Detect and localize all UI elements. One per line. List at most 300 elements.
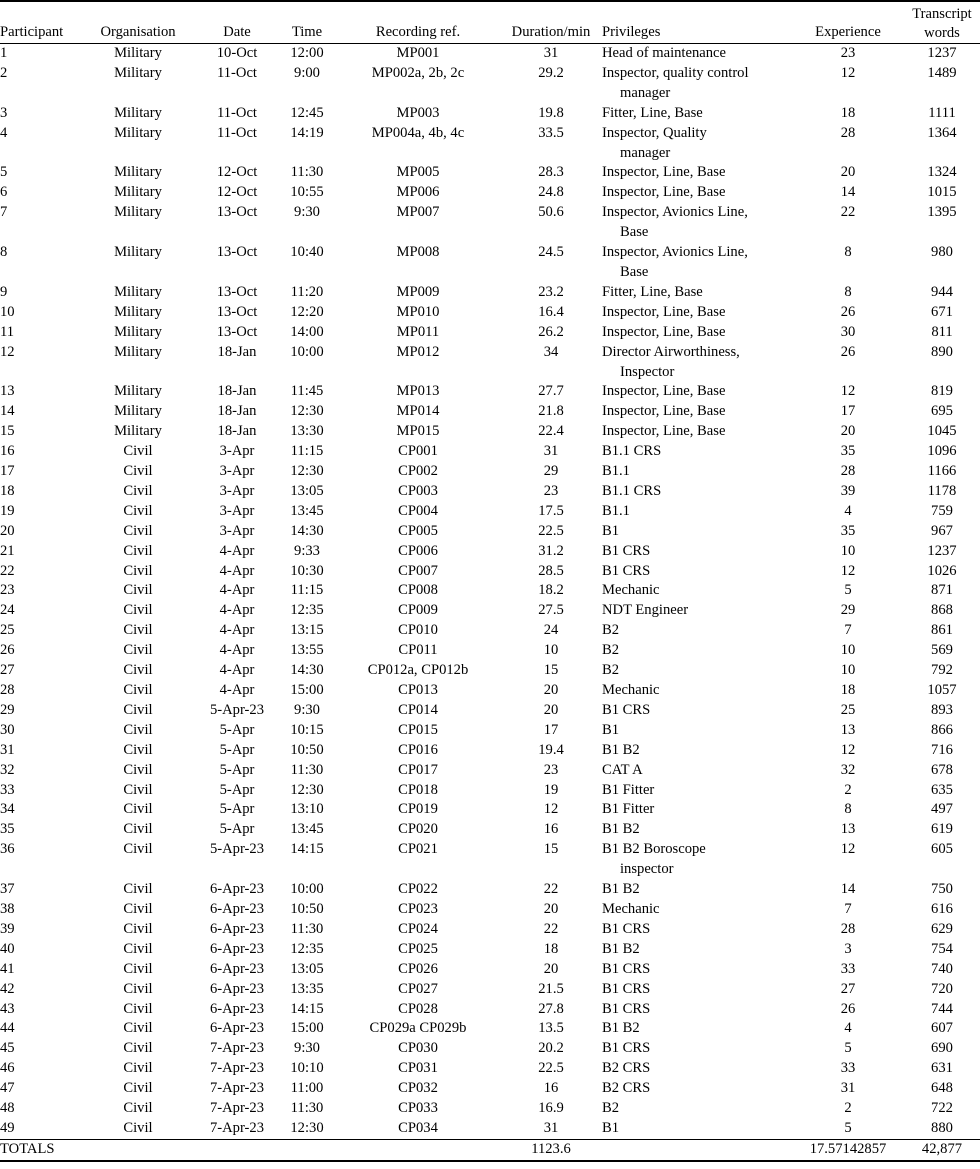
cell-organisation: Civil [123,1119,153,1136]
privileges-line: Mechanic [602,682,660,698]
cell-transcript-words: 619 [931,821,953,838]
cell-date: 6-Apr-23 [209,940,264,957]
cell-duration: 19.8 [538,104,564,121]
cell-privileges [602,104,792,124]
cell-participant: 39 [0,920,15,937]
header-transcript-words [904,1,980,44]
cell-experience: 35 [840,522,856,539]
cell-recording-ref: CP016 [398,741,438,758]
table-row [0,1019,980,1039]
cell-experience: 27 [840,980,856,997]
cell-privileges [602,343,792,383]
cell-experience: 13 [840,721,856,738]
cell-date: 18-Jan [217,403,257,420]
cell-date: 13-Oct [216,323,258,340]
privileges-line: B1 B2 [602,821,640,838]
cell-date: 6-Apr-23 [209,900,264,917]
table-row [0,681,980,701]
cell-date: 5-Apr [219,761,255,778]
cell-organisation: Civil [123,482,153,499]
cell-participant: 21 [0,542,15,559]
table-row [0,781,980,801]
cell-experience: 12 [840,64,856,81]
cell-privileges [602,1039,792,1059]
cell-privileges [602,741,792,761]
cell-time: 10:55 [290,184,324,201]
cell-participant: 26 [0,642,15,659]
cell-duration: 50.6 [538,204,564,221]
cell-transcript-words: 1395 [927,204,957,221]
cell-transcript-words: 744 [931,1000,953,1017]
privileges-line: B1.1 CRS [602,443,662,460]
cell-privileges [602,124,792,164]
cell-participant: 30 [0,721,15,738]
cell-participant: 15 [0,423,15,440]
table-footer [0,1139,980,1160]
cell-recording-ref: CP007 [398,562,438,579]
cell-date: 6-Apr-23 [209,1000,264,1017]
cell-experience: 31 [840,1080,856,1097]
cell-recording-ref: CP001 [398,443,438,460]
cell-transcript-words: 671 [931,303,953,320]
cell-experience: 33 [840,960,856,977]
cell-duration: 16 [543,1080,559,1097]
cell-date: 13-Oct [216,204,258,221]
privileges-line: Inspector, quality control [602,64,749,81]
cell-date: 6-Apr-23 [209,881,264,898]
cell-date: 7-Apr-23 [209,1100,264,1117]
cell-transcript-words: 690 [931,1040,953,1057]
cell-experience: 5 [844,582,852,599]
cell-time: 11:30 [290,1100,324,1117]
cell-participant: 38 [0,900,15,917]
cell-duration: 24.5 [538,244,564,261]
cell-time: 14:30 [290,662,324,679]
cell-organisation: Military [114,164,162,181]
header-words-line2: words [924,25,960,41]
header-recording: Recording ref. [375,24,461,41]
cell-duration: 31 [543,443,559,460]
privileges-line: B1 B2 [602,1020,640,1037]
cell-participant: 46 [0,1060,15,1077]
cell-date: 12-Oct [216,184,258,201]
cell-recording-ref: MP001 [396,45,440,61]
cell-organisation: Civil [123,701,153,718]
cell-time: 11:20 [290,283,324,300]
cell-privileges [602,402,792,422]
cell-privileges [602,820,792,840]
cell-duration: 20 [543,960,559,977]
table-row [0,940,980,960]
cell-experience: 14 [840,881,856,898]
cell-experience: 12 [840,383,856,400]
privileges-line: CAT A [602,761,643,778]
cell-transcript-words: 944 [931,283,953,300]
cell-transcript-words: 861 [931,622,953,639]
cell-recording-ref: MP005 [396,164,440,181]
cell-organisation: Civil [123,881,153,898]
table-row [0,601,980,621]
cell-participant: 41 [0,960,15,977]
cell-duration: 17 [543,721,559,738]
cell-transcript-words: 720 [931,980,953,997]
cell-date: 7-Apr-23 [209,1119,264,1136]
cell-recording-ref: MP009 [396,283,440,300]
cell-experience: 2 [844,781,852,798]
cell-transcript-words: 497 [931,801,953,818]
table-row [0,880,980,900]
cell-organisation: Civil [123,1020,153,1037]
cell-organisation: Civil [123,542,153,559]
cell-privileges [602,940,792,960]
cell-recording-ref: MP008 [396,244,440,261]
cell-recording-ref: CP031 [398,1060,438,1077]
cell-transcript-words: 716 [931,741,953,758]
cell-transcript-words: 868 [931,602,953,619]
cell-time: 12:30 [290,1119,324,1136]
cell-participant: 47 [0,1080,15,1097]
cell-organisation: Civil [123,1040,153,1057]
cell-time: 15:00 [290,682,324,698]
cell-duration: 22 [543,881,559,898]
privileges-line: B1 CRS [602,980,651,997]
cell-duration: 18.2 [538,582,564,599]
table-row [0,741,980,761]
cell-organisation: Military [114,184,162,201]
cell-recording-ref: CP008 [398,582,438,599]
cell-transcript-words: 1237 [927,45,957,61]
cell-participant: 19 [0,502,15,519]
cell-experience: 22 [840,204,856,221]
cell-organisation: Civil [123,900,153,917]
privileges-continuation: Base [620,263,649,280]
cell-duration: 20 [543,900,559,917]
cell-time: 11:30 [290,920,324,937]
cell-transcript-words: 1111 [928,104,956,121]
cell-transcript-words: 967 [931,522,953,539]
cell-organisation: Civil [123,761,153,778]
cell-duration: 15 [543,662,559,679]
cell-recording-ref: CP034 [398,1119,438,1136]
cell-transcript-words: 1026 [927,562,957,579]
cell-transcript-words: 980 [931,244,953,261]
cell-participant: 13 [0,383,15,400]
cell-organisation: Military [114,343,162,360]
cell-transcript-words: 754 [931,940,953,957]
cell-date: 7-Apr-23 [209,1060,264,1077]
cell-experience: 20 [840,164,856,181]
cell-date: 18-Jan [217,343,257,360]
cell-organisation: Civil [123,443,153,460]
cell-time: 10:30 [290,562,324,579]
cell-participant: 37 [0,881,15,898]
cell-duration: 16.9 [538,1100,564,1117]
cell-participant: 34 [0,801,15,818]
cell-privileges [602,502,792,522]
privileges-line: Inspector, Line, Base [602,164,726,181]
cell-experience: 28 [840,920,856,937]
cell-transcript-words: 648 [931,1080,953,1097]
privileges-line: B1 CRS [602,542,651,559]
privileges-line: B2 [602,1100,620,1117]
cell-duration: 22.5 [538,1060,564,1077]
privileges-line: Inspector, Avionics Line, [602,204,748,221]
cell-recording-ref: CP022 [398,881,438,898]
cell-participant: 23 [0,582,15,599]
privileges-line: B2 CRS [602,1080,651,1097]
cell-time: 9:30 [294,204,320,221]
cell-transcript-words: 740 [931,960,953,977]
cell-privileges [602,800,792,820]
cell-time: 12:30 [290,781,324,798]
table-row [0,900,980,920]
privileges-line: B1 B2 [602,940,640,957]
privileges-line: Inspector, Line, Base [602,403,726,420]
header-duration: Duration/min [511,24,591,41]
cell-transcript-words: 893 [931,701,953,718]
privileges-line: B2 CRS [602,1060,651,1077]
cell-organisation: Military [114,104,162,121]
cell-transcript-words: 1045 [927,423,957,440]
cell-time: 13:05 [290,960,324,977]
table-row [0,820,980,840]
cell-recording-ref: CP029a CP029b [369,1020,467,1037]
table-row [0,124,980,164]
cell-time: 10:50 [290,900,324,917]
privileges-line: Mechanic [602,582,660,599]
cell-recording-ref: MP003 [396,104,440,121]
cell-privileges [602,960,792,980]
cell-date: 18-Jan [217,423,257,440]
cell-transcript-words: 678 [931,761,953,778]
cell-recording-ref: MP004a, 4b, 4c [371,124,465,141]
cell-organisation: Civil [123,1100,153,1117]
cell-privileges [602,44,792,64]
cell-experience: 33 [840,1060,856,1077]
cell-date: 11-Oct [217,124,257,141]
cell-privileges [602,1059,792,1079]
cell-organisation: Civil [123,960,153,977]
cell-participant: 24 [0,602,15,619]
cell-time: 9:00 [294,64,320,81]
cell-organisation: Civil [123,721,153,738]
cell-recording-ref: MP015 [396,423,440,440]
cell-recording-ref: MP013 [396,383,440,400]
cell-duration: 21.5 [538,980,564,997]
cell-privileges [602,422,792,442]
table-row [0,1059,980,1079]
cell-experience: 28 [840,463,856,480]
cell-recording-ref: CP010 [398,622,438,639]
table-row [0,721,980,741]
cell-time: 10:15 [290,721,324,738]
cell-privileges [602,1000,792,1020]
privileges-line: B2 [602,642,620,659]
cell-participant: 6 [0,184,8,201]
cell-privileges [602,920,792,940]
cell-organisation: Civil [123,940,153,957]
table-row [0,382,980,402]
privileges-line: Director Airworthiness, [602,343,740,360]
cell-organisation: Civil [123,562,153,579]
cell-recording-ref: CP033 [398,1100,438,1117]
cell-participant: 22 [0,562,15,579]
cell-date: 5-Apr [219,781,255,798]
cell-participant: 18 [0,482,15,499]
cell-duration: 22.4 [538,423,564,440]
cell-transcript-words: 819 [931,383,953,400]
table-row [0,323,980,343]
cell-participant: 11 [0,323,15,340]
cell-organisation: Military [114,323,162,340]
cell-date: 5-Apr [219,821,255,838]
cell-time: 13:10 [290,801,324,818]
cell-time: 12:00 [290,45,324,61]
cell-privileges [602,542,792,562]
table-row [0,562,980,582]
cell-duration: 27.7 [538,383,564,400]
privileges-line: B2 [602,622,620,639]
table-row [0,581,980,601]
cell-recording-ref: CP006 [398,542,438,559]
privileges-line: B1 [602,721,620,738]
cell-privileges [602,761,792,781]
cell-recording-ref: CP019 [398,801,438,818]
cell-privileges [602,721,792,741]
privileges-continuation: Base [620,224,649,241]
cell-participant: 36 [0,841,15,858]
cell-participant: 42 [0,980,15,997]
privileges-line: Fitter, Line, Base [602,283,703,300]
table-row [0,442,980,462]
cell-participant: 17 [0,463,15,480]
header-privileges: Privileges [602,24,661,41]
table-row [0,1000,980,1020]
cell-date: 11-Oct [217,104,257,121]
cell-organisation: Civil [123,682,153,698]
cell-participant: 12 [0,343,15,360]
cell-organisation: Military [114,45,162,61]
cell-experience: 10 [840,662,856,679]
header-words-line1: Transcript [912,6,972,22]
table-row [0,303,980,323]
privileges-continuation: Inspector [620,363,675,380]
cell-time: 13:55 [290,642,324,659]
cell-transcript-words: 629 [931,920,953,937]
cell-recording-ref: CP017 [398,761,438,778]
cell-recording-ref: CP027 [398,980,438,997]
privileges-line: Fitter, Line, Base [602,104,703,121]
cell-privileges [602,522,792,542]
cell-date: 5-Apr [219,741,255,758]
cell-transcript-words: 695 [931,403,953,420]
cell-experience: 17 [840,403,856,420]
privileges-line: Inspector, Line, Base [602,184,726,201]
cell-duration: 23 [543,482,559,499]
privileges-line: B2 [602,662,620,679]
cell-experience: 39 [840,482,856,499]
cell-date: 3-Apr [219,482,255,499]
cell-participant: 29 [0,701,15,718]
cell-experience: 14 [840,184,856,201]
cell-organisation: Civil [123,642,153,659]
privileges-line: NDT Engineer [602,602,689,619]
cell-date: 6-Apr-23 [209,920,264,937]
cell-participant: 43 [0,1000,15,1017]
cell-date: 4-Apr [219,642,255,659]
cell-experience: 18 [840,682,856,698]
cell-participant: 32 [0,761,15,778]
cell-participant: 16 [0,443,15,460]
cell-privileges [602,303,792,323]
totals-words: 42,877 [921,1140,963,1157]
cell-time: 10:00 [290,343,324,360]
table-row [0,840,980,880]
table-row [0,920,980,940]
cell-participant: 44 [0,1020,15,1037]
table-row [0,701,980,721]
cell-participant: 49 [0,1119,15,1136]
cell-organisation: Civil [123,841,153,858]
cell-experience: 26 [840,1000,856,1017]
table-row [0,104,980,124]
cell-time: 12:45 [290,104,324,121]
cell-transcript-words: 890 [931,343,953,360]
cell-transcript-words: 871 [931,582,953,599]
cell-date: 6-Apr-23 [209,980,264,997]
cell-duration: 22.5 [538,522,564,539]
table-row [0,522,980,542]
cell-duration: 22 [543,920,559,937]
cell-duration: 29.2 [538,64,564,81]
cell-recording-ref: CP026 [398,960,438,977]
cell-privileges [602,462,792,482]
cell-recording-ref: CP023 [398,900,438,917]
cell-recording-ref: MP011 [396,323,440,340]
privileges-line: B1 Fitter [602,781,655,798]
privileges-line: Inspector, Line, Base [602,423,726,440]
cell-privileges [602,183,792,203]
cell-date: 7-Apr-23 [209,1040,264,1057]
cell-transcript-words: 811 [931,323,953,340]
cell-experience: 4 [844,1020,852,1037]
cell-duration: 24 [543,622,559,639]
privileges-line: B1 Fitter [602,801,655,818]
table-row [0,1039,980,1059]
cell-duration: 15 [543,841,559,858]
table-row [0,203,980,243]
cell-recording-ref: CP009 [398,602,438,619]
cell-recording-ref: MP007 [396,204,440,221]
cell-time: 14:30 [290,522,324,539]
cell-duration: 23.2 [538,283,564,300]
cell-privileges [602,203,792,243]
table-row [0,621,980,641]
cell-privileges [602,641,792,661]
cell-duration: 20 [543,701,559,718]
cell-organisation: Civil [123,622,153,639]
cell-organisation: Civil [123,502,153,519]
cell-transcript-words: 569 [931,642,953,659]
cell-duration: 10 [543,642,559,659]
cell-duration: 13.5 [538,1020,564,1037]
cell-privileges [602,442,792,462]
table-row [0,44,980,64]
cell-privileges [602,323,792,343]
cell-participant: 3 [0,104,8,121]
cell-duration: 18 [543,940,559,957]
header-organisation: Organisation [100,24,176,41]
